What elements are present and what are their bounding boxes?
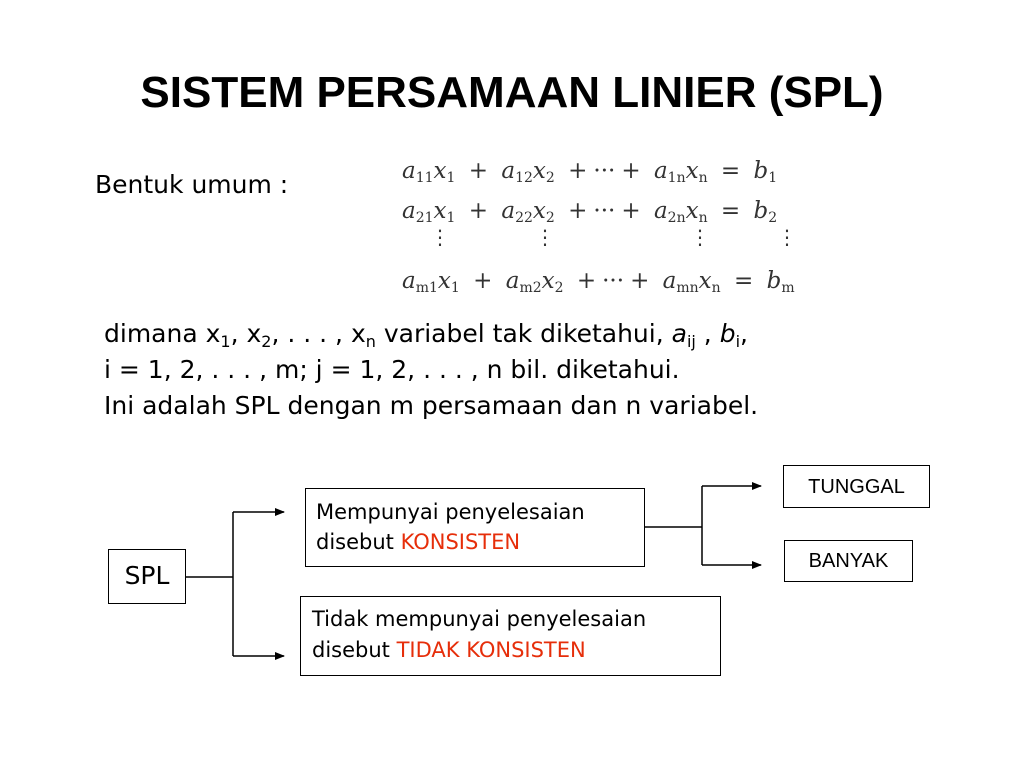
coef-sub: 22 (515, 210, 533, 226)
rhs: b (766, 268, 782, 294)
var: x (685, 158, 699, 184)
coef: a (402, 158, 416, 184)
var: x (437, 268, 451, 294)
subscript: ij (686, 332, 696, 351)
text: , x (230, 319, 262, 348)
tidak-konsisten-text-line-1: Tidak mempunyai penyelesaian (312, 607, 647, 631)
plus-sign: + (576, 268, 597, 294)
spl-box (108, 549, 186, 604)
var-sub: 1 (446, 170, 456, 186)
equals-sign: = (720, 158, 741, 184)
description-line-2: i = 1, 2, . . . , m; j = 1, 2, . . . , n bil. diketahui. (104, 355, 680, 384)
coef: a (402, 198, 416, 224)
plus-sign: + (568, 158, 588, 184)
equals-sign: = (720, 198, 741, 224)
var: x (698, 268, 712, 294)
rhs-sub: m (781, 280, 795, 296)
description-line-3: Ini adalah SPL dengan m persamaan dan n variabel. (104, 391, 759, 420)
var: x (433, 198, 447, 224)
plus-sign: + (621, 198, 641, 224)
konsisten-box (305, 488, 645, 567)
plus-sign: + (621, 158, 641, 184)
subscript: n (365, 332, 376, 351)
vdots-icon: ⋮ (430, 225, 450, 249)
rhs: b (753, 158, 769, 184)
ellipsis: ··· (602, 268, 625, 294)
konsisten-text-line-2 (316, 527, 644, 557)
var: x (541, 268, 555, 294)
var: x (685, 198, 699, 224)
plus-sign: + (568, 198, 588, 224)
ellipsis: ··· (593, 158, 616, 184)
rhs-sub: 2 (768, 210, 778, 226)
tidak-konsisten-keyword: TIDAK KONSISTEN (396, 638, 586, 662)
rhs: b (753, 198, 769, 224)
vdots-icon: ⋮ (690, 225, 710, 249)
tidak-konsisten-box (300, 596, 721, 676)
text: , (740, 319, 748, 348)
konsisten-text-line-1: Mempunyai penyelesaian (316, 500, 585, 524)
coef-sub: 21 (415, 210, 434, 226)
coef-sub: 2n (667, 210, 686, 226)
var-sub: 2 (554, 280, 564, 296)
banyak-label: BANYAK (808, 550, 889, 572)
plus-sign: + (473, 268, 493, 294)
subscript: i (735, 332, 741, 351)
tunggal-label: TUNGGAL (808, 476, 905, 498)
coef: a (501, 198, 516, 224)
text: disebut (312, 638, 397, 662)
var-sub: n (711, 280, 721, 296)
var-sub: n (698, 210, 708, 226)
coef: a (653, 198, 668, 224)
coef-sub: m1 (415, 280, 438, 296)
plus-sign: + (468, 198, 489, 224)
rhs-sub: 1 (768, 170, 778, 186)
coef-sub: 1n (667, 170, 686, 186)
coef: a (501, 158, 516, 184)
coef: a (402, 268, 416, 294)
italic-a: a (671, 319, 687, 348)
konsisten-keyword: KONSISTEN (400, 530, 521, 554)
text: variabel tak diketahui, (375, 319, 672, 348)
equals-sign: = (734, 268, 754, 294)
coef: a (662, 268, 677, 294)
plus-sign: + (630, 268, 650, 294)
plus-sign: + (468, 158, 489, 184)
italic-b: b (719, 319, 736, 348)
coef: a (653, 158, 668, 184)
text: dimana x (104, 319, 221, 348)
var-sub: 2 (545, 170, 555, 186)
var: x (433, 158, 447, 184)
var-sub: 1 (446, 210, 456, 226)
subscript: 1 (220, 332, 231, 351)
ellipsis: ··· (593, 198, 616, 224)
var: x (532, 198, 546, 224)
coef-sub: 11 (415, 170, 434, 186)
coef: a (505, 268, 520, 294)
vdots-icon: ⋮ (535, 225, 555, 249)
coef-sub: 12 (515, 170, 533, 186)
coef-sub: m2 (519, 280, 542, 296)
coef-sub: mn (676, 280, 699, 296)
general-form-label: Bentuk umum : (95, 170, 289, 199)
tidak-konsisten-text-line-2 (312, 635, 720, 666)
var-sub: n (698, 170, 708, 186)
var: x (532, 158, 546, 184)
text: , (695, 319, 720, 348)
var-sub: 1 (450, 280, 460, 296)
subscript: 2 (261, 332, 272, 351)
page-title: SISTEM PERSAMAAN LINIER (SPL) (140, 68, 884, 117)
text: disebut (316, 530, 401, 554)
text: , . . . , x (271, 319, 366, 348)
vdots-icon: ⋮ (777, 225, 797, 249)
var-sub: 2 (545, 210, 555, 226)
tunggal-box (783, 465, 930, 508)
spl-label: SPL (124, 561, 170, 590)
banyak-box (784, 540, 913, 582)
